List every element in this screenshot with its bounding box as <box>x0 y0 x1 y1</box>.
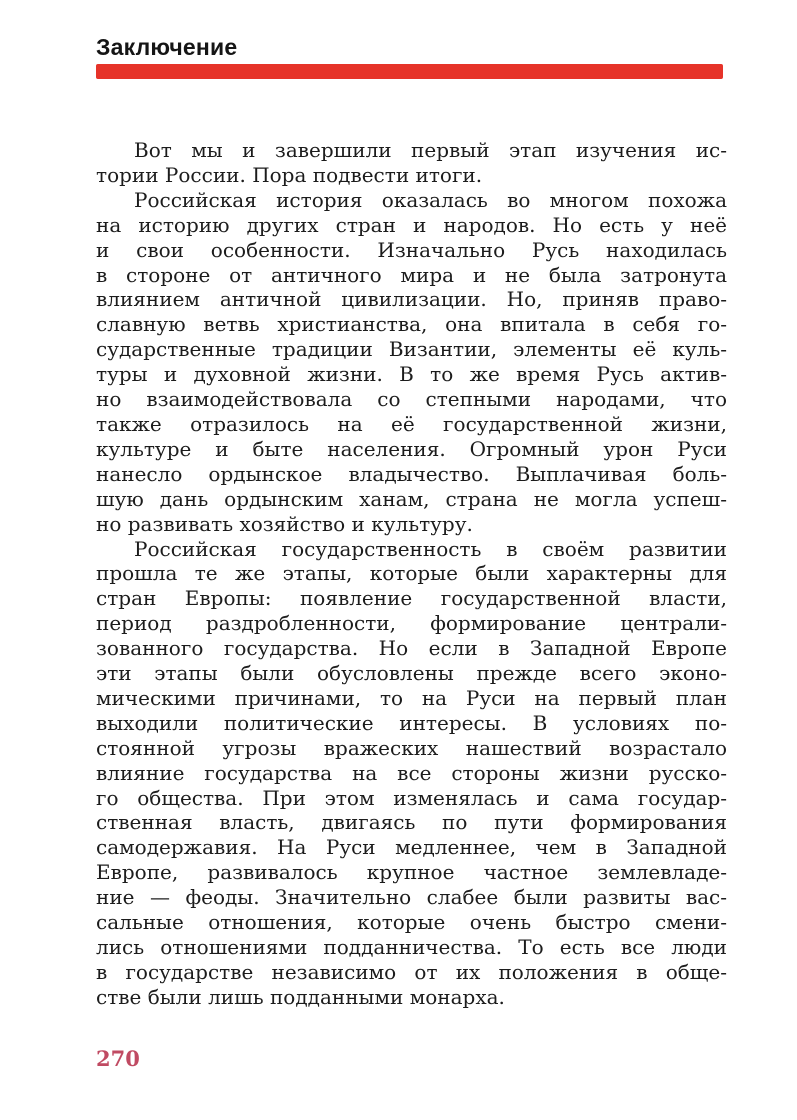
text-line: период раздробленности, формирование централи- <box>96 611 727 636</box>
paragraph <box>96 537 727 1010</box>
text-line: славную ветвь христианства, она впитала в себя го- <box>96 312 727 337</box>
text-line: но развивать хозяйство и культуру. <box>96 511 473 536</box>
paragraph <box>96 188 727 537</box>
text-line: ственная власть, двигаясь по пути формирования <box>96 810 727 835</box>
text-line: влияние государства на все стороны жизни русско- <box>96 760 727 785</box>
text-line: лись отношениями подданничества. То есть все люди <box>96 935 727 959</box>
text-line: Российская история оказалась во многом похожа <box>134 187 727 212</box>
text-line: выходили политические интересы. В условиях по- <box>96 710 727 735</box>
text-line: на историю других стран и народов. Но есть у неё <box>96 212 727 237</box>
text-line: но взаимодействовала со степными народами, что <box>96 387 727 412</box>
text-line: сальные отношения, которые очень быстро смени- <box>96 910 727 935</box>
text-line: Вот мы и завершили первый этап изучения ис- <box>134 138 727 162</box>
text-line: ние — феоды. Значительно слабее были развиты вас- <box>96 885 727 910</box>
text-line: прошла те же этапы, которые были характерны для <box>96 561 727 586</box>
text-line: тории России. Пора подвести итоги. <box>96 162 483 187</box>
paragraph <box>96 138 727 188</box>
text-line: стоянной угрозы вражеских нашествий возрастало <box>96 735 727 760</box>
text-line: культуре и быте населения. Огромный урон Руси <box>96 436 727 461</box>
body-text <box>96 138 727 1010</box>
chapter-title: Заключение <box>96 34 238 60</box>
page-number: 270 <box>96 1046 140 1071</box>
text-line: самодержавия. На Руси медленнее, чем в Западной <box>96 835 727 860</box>
text-line: нанесло ордынское владычество. Выплачивая боль- <box>96 461 727 486</box>
text-line: в государстве независимо от их положения в обще- <box>96 959 727 984</box>
text-line: Европе, развивалось крупное частное землевладе- <box>96 860 727 885</box>
text-line: в стороне от античного мира и не была затронута <box>96 262 727 287</box>
text-line: влиянием античной цивилизации. Но, приняв право- <box>96 287 727 312</box>
text-line: эти этапы были обусловлены прежде всего эконо- <box>96 661 727 686</box>
text-line: Российская государственность в своём развитии <box>134 536 727 561</box>
text-line: сударственные традиции Византии, элементы её куль- <box>96 337 727 362</box>
text-line: стве были лишь подданными монарха. <box>96 984 505 1009</box>
text-line: зованного государства. Но если в Западной Европе <box>96 636 727 661</box>
text-line: стран Европы: появление государственной власти, <box>96 586 727 611</box>
text-line: мическими причинами, то на Руси на первый план <box>96 685 727 710</box>
text-line: также отразилось на её государственной жизни, <box>96 411 727 436</box>
text-line: туры и духовной жизни. В то же время Русь актив- <box>96 362 727 387</box>
text-line: го общества. При этом изменялась и сама государ- <box>96 785 727 810</box>
text-line: шую дань ордынским ханам, страна не могла успеш- <box>96 486 727 511</box>
text-line: и свои особенности. Изначально Русь находилась <box>96 237 727 262</box>
chapter-title-underline-bar <box>96 64 723 79</box>
